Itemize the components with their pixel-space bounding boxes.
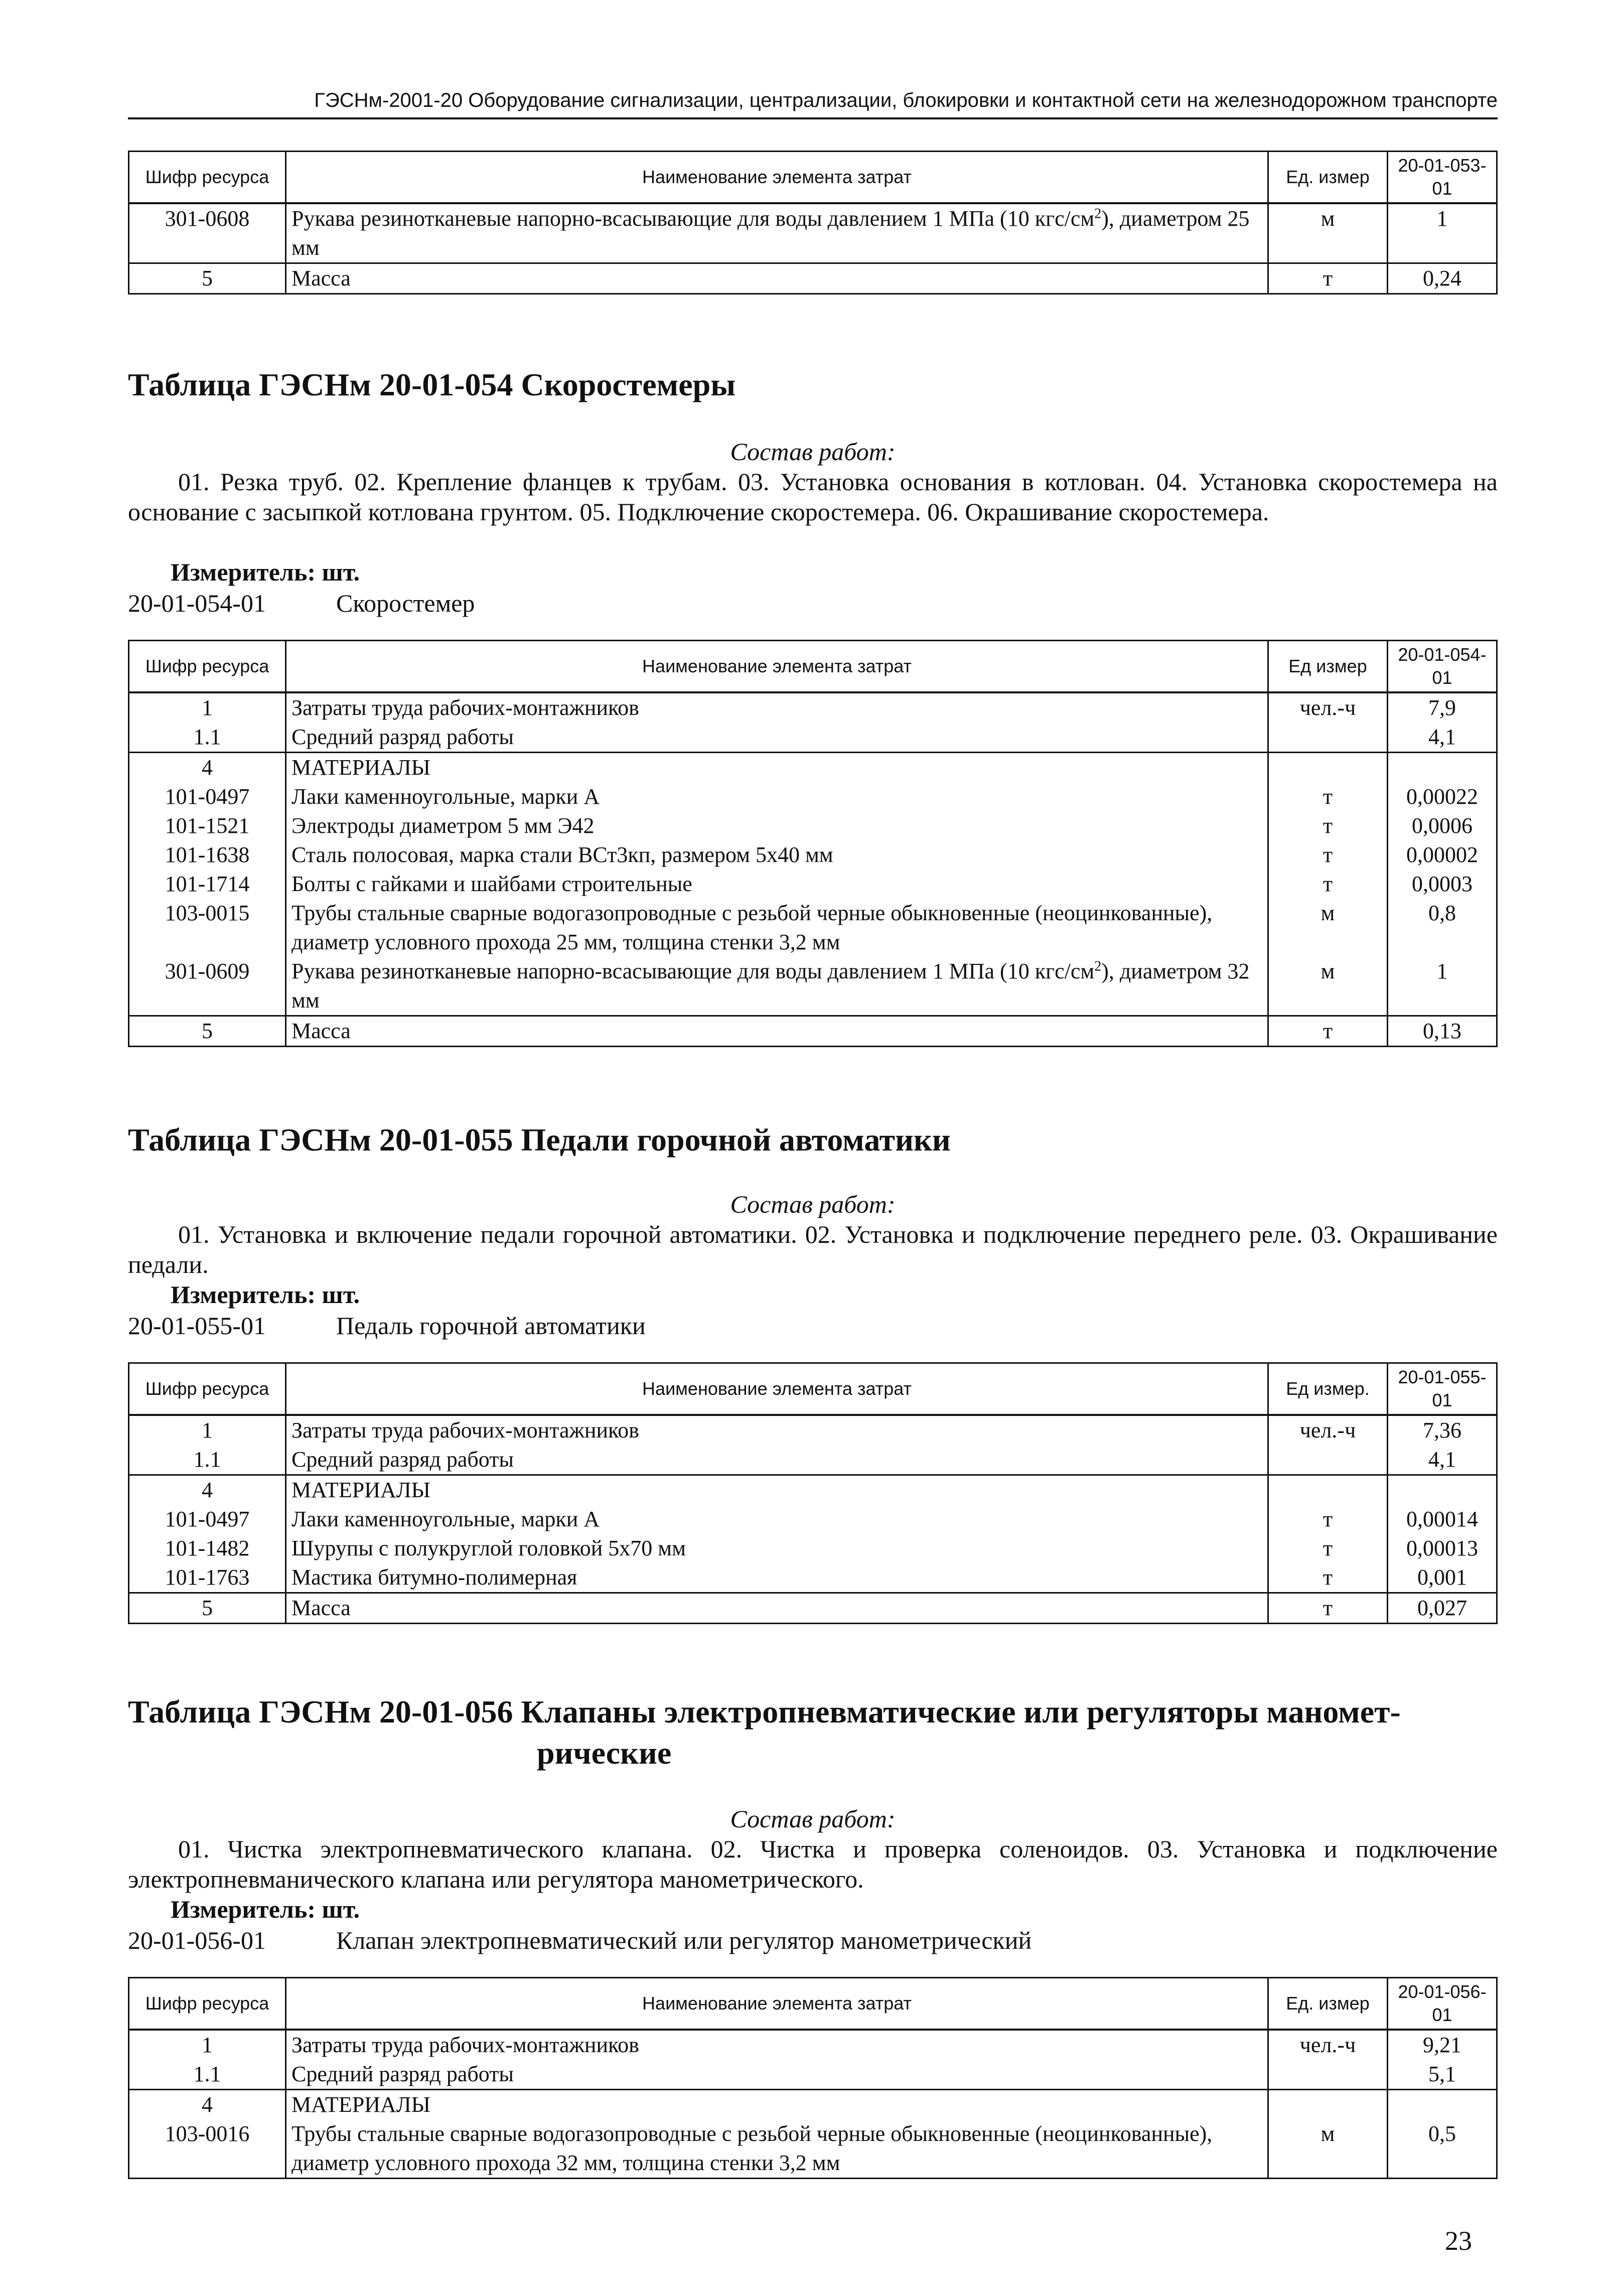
table-row (129, 840, 1497, 870)
header-rule (128, 117, 1498, 119)
row-value: 0,00014 (1388, 1505, 1497, 1534)
row-value: 0,0003 (1388, 870, 1497, 899)
measure-054: Измеритель: шт. (171, 558, 360, 586)
table-row (129, 1016, 1497, 1047)
row-code: 1.1 (129, 723, 286, 753)
col-norm-header: 20-01-053-01 (1388, 152, 1497, 204)
col-norm-header: 20-01-055-01 (1388, 1363, 1497, 1415)
row-unit: т (1268, 840, 1388, 870)
row-value: 1 (1388, 203, 1497, 263)
table-row (129, 870, 1497, 899)
norm-line-056 (128, 1925, 1032, 1955)
col-name-header: Наименование элемента затрат (286, 1363, 1268, 1415)
sostav-text-054: 01. Резка труб. 02. Крепление фланцев к трубам. 03. Установка основания в котлован. 04. Установка скоростемера на основание с засыпкой котлована грунтом. 05. Подключение скоростемера. 06. Окрашивание скоростемера. (128, 468, 1498, 526)
table-row (129, 2030, 1497, 2060)
col-norm-header: 20-01-056-01 (1388, 1978, 1497, 2030)
row-name: Затраты труда рабочих-монтажников (286, 2030, 1268, 2060)
sostav-text-055: 01. Установка и включение педали горочной автоматики. 02. Установка и подключение переднего реле. 03. Окрашивание педали. (128, 1220, 1498, 1278)
row-code: 103-0016 (129, 2119, 286, 2179)
norm-line-055 (128, 1311, 646, 1341)
col-unit-header: Ед. измер (1268, 152, 1388, 204)
row-code: 5 (129, 1016, 286, 1047)
table-row (129, 957, 1497, 1016)
row-name: Средний разряд работы (286, 723, 1268, 753)
col-norm-header: 20-01-054-01 (1388, 641, 1497, 693)
row-code: 4 (129, 2090, 286, 2120)
col-unit-header: Ед измер. (1268, 1363, 1388, 1415)
row-name: Электроды диаметром 5 мм Э42 (286, 811, 1268, 840)
table-053-continuation (128, 151, 1498, 295)
row-name: Средний разряд работы (286, 2060, 1268, 2090)
row-value: 0,00013 (1388, 1534, 1497, 1563)
row-code: 101-1521 (129, 811, 286, 840)
norm-name: Клапан электропневматический или регулятор манометрический (336, 1926, 1032, 1954)
row-name: Затраты труда рабочих-монтажников (286, 692, 1268, 723)
table-056 (128, 1977, 1498, 2179)
norm-name: Скоростемер (336, 589, 475, 617)
col-name-header: Наименование элемента затрат (286, 1978, 1268, 2030)
row-unit: м (1268, 2119, 1388, 2179)
row-value: 0,027 (1388, 1593, 1497, 1624)
row-name: Рукава резинотканевые напорно-всасывающие для воды давлением 1 МПа (10 кгс/$см^2$), диаметром 32 мм (286, 957, 1268, 1016)
row-code: 101-0497 (129, 1505, 286, 1534)
row-name: Трубы стальные сварные водогазопроводные с резьбой черные обыкновенные (неоцинкованные), диаметр условного прохода 32 мм, толщина стенки 3,2 мм (286, 2119, 1268, 2179)
table-row (129, 1475, 1497, 1505)
row-value: 0,8 (1388, 899, 1497, 957)
row-code: 1 (129, 692, 286, 723)
row-unit: т (1268, 1534, 1388, 1563)
norm-name: Педаль горочной автоматики (336, 1312, 646, 1340)
row-name: МАТЕРИАЛЫ (286, 1475, 1268, 1505)
row-unit: чел.-ч (1268, 1415, 1388, 1445)
table-055 (128, 1362, 1498, 1624)
row-unit: м (1268, 957, 1388, 1016)
row-code: 1 (129, 2030, 286, 2060)
sostav-label-056: Состав работ: (730, 1805, 896, 1833)
row-name: Болты с гайками и шайбами строительные (286, 870, 1268, 899)
norm-code: 20-01-055-01 (128, 1312, 266, 1340)
row-name: Лаки каменноугольные, марки А (286, 1505, 1268, 1534)
row-code: 5 (129, 263, 286, 294)
row-unit: т (1268, 1593, 1388, 1624)
row-value: 7,9 (1388, 692, 1497, 723)
row-unit: чел.-ч (1268, 692, 1388, 723)
row-unit (1268, 753, 1388, 783)
row-code: 103-0015 (129, 899, 286, 957)
col-code-header: Шифр ресурса (129, 1363, 286, 1415)
col-code-header: Шифр ресурса (129, 152, 286, 204)
row-code: 101-0497 (129, 782, 286, 811)
table-054 (128, 640, 1498, 1047)
row-value (1388, 753, 1497, 783)
row-code: 5 (129, 1593, 286, 1624)
table-row (129, 899, 1497, 957)
col-unit-header: Ед. измер (1268, 1978, 1388, 2030)
section-title-056-cont: рические (537, 1735, 672, 1771)
row-name: Масса (286, 263, 1268, 294)
running-header: ГЭСНм-2001-20 Оборудование сигнализации, централизации, блокировки и контактной сети на железнодорожном транспорте (314, 89, 1498, 111)
row-name: Трубы стальные сварные водогазопроводные с резьбой черные обыкновенные (неоцинкованные), диаметр условного прохода 25 мм, толщина стенки 3,2 мм (286, 899, 1268, 957)
sostav-text-056: 01. Чистка электропневматического клапана. 02. Чистка и проверка соленоидов. 03. Установка и подключение электропневманического клапана или регулятора манометрического. (128, 1835, 1498, 1893)
row-value: 0,13 (1388, 1016, 1497, 1047)
table-row (129, 811, 1497, 840)
table-row (129, 1415, 1497, 1445)
norm-code: 20-01-056-01 (128, 1926, 266, 1954)
row-value: 0,001 (1388, 1563, 1497, 1593)
col-code-header: Шифр ресурса (129, 1978, 286, 2030)
table-row (129, 203, 1497, 263)
row-code: 1 (129, 1415, 286, 1445)
row-value: 5,1 (1388, 2060, 1497, 2090)
norm-code: 20-01-054-01 (128, 589, 266, 617)
table-row (129, 723, 1497, 753)
row-unit: т (1268, 811, 1388, 840)
row-value: 7,36 (1388, 1415, 1497, 1445)
row-name: МАТЕРИАЛЫ (286, 2090, 1268, 2120)
row-unit (1268, 1445, 1388, 1475)
row-name: Масса (286, 1593, 1268, 1624)
section-title-054: Таблица ГЭСНм 20-01-054 Скоростемеры (128, 367, 736, 402)
row-unit: т (1268, 1505, 1388, 1534)
row-name: Мастика битумно-полимерная (286, 1563, 1268, 1593)
row-name: Средний разряд работы (286, 1445, 1268, 1475)
table-row (129, 1593, 1497, 1624)
row-code: 301-0609 (129, 957, 286, 1016)
table-row (129, 1534, 1497, 1563)
row-code: 1.1 (129, 2060, 286, 2090)
row-unit: м (1268, 899, 1388, 957)
row-value (1388, 1475, 1497, 1505)
table-row (129, 1445, 1497, 1475)
row-name: Масса (286, 1016, 1268, 1047)
section-title-055: Таблица ГЭСНм 20-01-055 Педали горочной автоматики (128, 1122, 951, 1158)
row-unit: м (1268, 203, 1388, 263)
row-unit: т (1268, 1016, 1388, 1047)
table-row (129, 692, 1497, 723)
row-value: 0,5 (1388, 2119, 1497, 2179)
table-row (129, 1563, 1497, 1593)
row-unit: т (1268, 1563, 1388, 1593)
measure-055: Измеритель: шт. (171, 1280, 360, 1309)
row-code: 4 (129, 753, 286, 783)
row-unit (1268, 2090, 1388, 2120)
row-name: Рукава резинотканевые напорно-всасывающие для воды давлением 1 МПа (10 кгс/$см^2$), диаметром 25 мм (286, 203, 1268, 263)
row-code: 101-1638 (129, 840, 286, 870)
row-code: 101-1763 (129, 1563, 286, 1593)
row-unit: т (1268, 870, 1388, 899)
measure-056: Измеритель: шт. (171, 1895, 360, 1923)
row-code: 301-0608 (129, 203, 286, 263)
row-code: 101-1714 (129, 870, 286, 899)
table-row (129, 2060, 1497, 2090)
row-value: 0,00022 (1388, 782, 1497, 811)
row-unit (1268, 723, 1388, 753)
row-name: Лаки каменноугольные, марки А (286, 782, 1268, 811)
table-row (129, 782, 1497, 811)
table-row (129, 2090, 1497, 2120)
row-value: 1 (1388, 957, 1497, 1016)
sostav-label-054: Состав работ: (730, 438, 896, 466)
row-value: 4,1 (1388, 1445, 1497, 1475)
col-name-header: Наименование элемента затрат (286, 152, 1268, 204)
row-name: Сталь полосовая, марка стали ВСт3кп, размером 5х40 мм (286, 840, 1268, 870)
row-value (1388, 2090, 1497, 2120)
row-name: Затраты труда рабочих-монтажников (286, 1415, 1268, 1445)
page-number: 23 (1445, 2226, 1472, 2256)
table-row (129, 263, 1497, 294)
row-value: 9,21 (1388, 2030, 1497, 2060)
row-code: 101-1482 (129, 1534, 286, 1563)
row-unit: т (1268, 782, 1388, 811)
col-name-header: Наименование элемента затрат (286, 641, 1268, 693)
row-value: 0,24 (1388, 263, 1497, 294)
col-unit-header: Ед измер (1268, 641, 1388, 693)
row-code: 1.1 (129, 1445, 286, 1475)
table-row (129, 753, 1497, 783)
section-title-056: Таблица ГЭСНм 20-01-056 Клапаны электропневматические или регуляторы маномет- (128, 1694, 1401, 1730)
row-unit: чел.-ч (1268, 2030, 1388, 2060)
row-code: 4 (129, 1475, 286, 1505)
col-code-header: Шифр ресурса (129, 641, 286, 693)
row-unit (1268, 1475, 1388, 1505)
sostav-label-055: Состав работ: (730, 1190, 896, 1218)
row-name: МАТЕРИАЛЫ (286, 753, 1268, 783)
row-value: 0,0006 (1388, 811, 1497, 840)
row-unit: т (1268, 263, 1388, 294)
table-row (129, 2119, 1497, 2179)
norm-line-054 (128, 588, 475, 618)
row-unit (1268, 2060, 1388, 2090)
row-value: 0,00002 (1388, 840, 1497, 870)
row-value: 4,1 (1388, 723, 1497, 753)
row-name: Шурупы с полукруглой головкой 5х70 мм (286, 1534, 1268, 1563)
table-row (129, 1505, 1497, 1534)
